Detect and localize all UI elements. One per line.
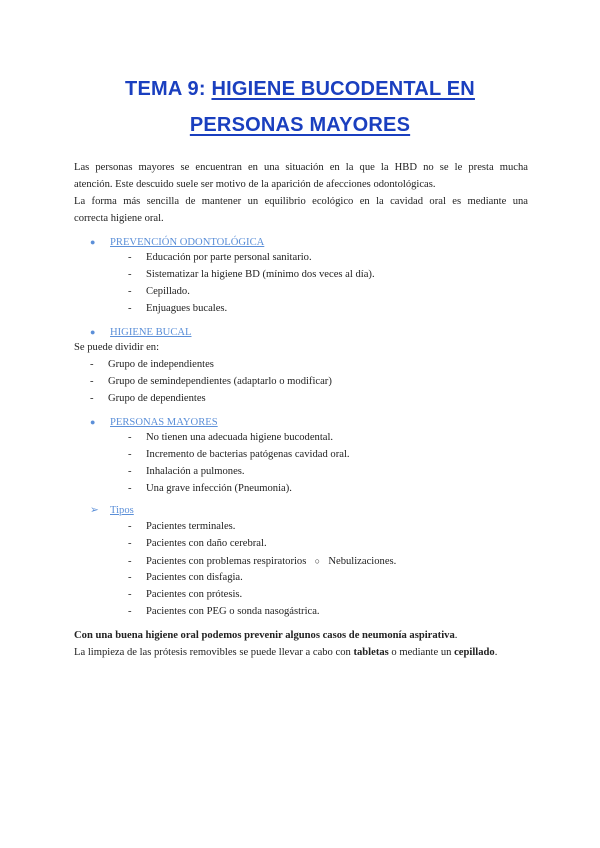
list-item: - Cepillado. [128, 286, 190, 297]
list-item: - Pacientes con problemas respiratorios ○ Nebulizaciones. [128, 553, 396, 570]
list-item: - Enjuagues bucales. [128, 303, 228, 314]
section-prevencion-heading: ● PREVENCIÓN ODONTOLÓGICA [90, 234, 264, 251]
list-item: - Grupo de dependientes [90, 393, 206, 404]
list-item: - Una grave infección (Pneumonia). [128, 483, 292, 494]
list-item: - Educación por parte personal sanitario. [128, 252, 312, 263]
title-underlined-1: HIGIENE BUCODENTAL EN [211, 78, 475, 100]
list-item: - Pacientes con prótesis. [128, 589, 243, 600]
list-item: - Incremento de bacterias patógenas cavidad oral. [128, 449, 350, 460]
closing-bold-line: Con una buena higiene oral podemos prevenir algunos casos de neumonía aspirativa. [74, 630, 458, 641]
title-underlined-2: PERSONAS MAYORES [189, 114, 411, 136]
title-prefix: TEMA 9: [125, 78, 212, 100]
list-item: - Grupo de semindependientes (adaptarlo o modificar) [90, 376, 332, 387]
intro-line-1: Las personas mayores se encuentran en una situación en la que la HBD no se le presta mucha [74, 162, 528, 173]
arrow-bullet-icon: ➢ [90, 505, 99, 516]
list-item: - Sistematizar la higiene BD (mínimo dos veces al día). [128, 269, 375, 280]
list-item: - Pacientes con daño cerebral. [128, 538, 267, 549]
circle-bullet-icon: ○ [314, 556, 321, 566]
title-line-2 [0, 114, 600, 137]
title-line-1 [0, 78, 600, 101]
intro-line-3: La forma más sencilla de mantener un equilibrio ecológico en la cavidad oral es mediante una [74, 196, 528, 207]
section-tipos-heading: ➢ Tipos [90, 503, 134, 519]
section-mayores-heading: ● PERSONAS MAYORES [90, 414, 218, 431]
bullet-dot-icon: ● [90, 237, 96, 247]
list-item: - Pacientes con PEG o sonda nasogástrica. [128, 606, 320, 617]
list-item: - Inhalación a pulmones. [128, 466, 245, 477]
list-item: - No tienen una adecuada higiene bucodental. [128, 432, 334, 443]
nebulizaciones-text: Nebulizaciones. [328, 556, 397, 567]
bullet-dot-icon: ● [90, 327, 96, 337]
list-item: - Pacientes con disfagia. [128, 572, 243, 583]
list-item: - Grupo de independientes [90, 359, 214, 370]
closing-line-2: La limpieza de las prótesis removibles se puede llevar a cabo con tabletas o mediante un cepillado. [74, 647, 498, 658]
higiene-note: Se puede dividir en: [74, 342, 160, 353]
bullet-dot-icon: ● [90, 417, 96, 427]
intro-line-4: correcta higiene oral. [74, 213, 164, 224]
intro-line-2: atención. Este descuido suele ser motivo de la aparición de afecciones odontológicas. [74, 179, 436, 190]
list-item: - Pacientes terminales. [128, 521, 236, 532]
section-higiene-heading: ● HIGIENE BUCAL [90, 324, 192, 341]
